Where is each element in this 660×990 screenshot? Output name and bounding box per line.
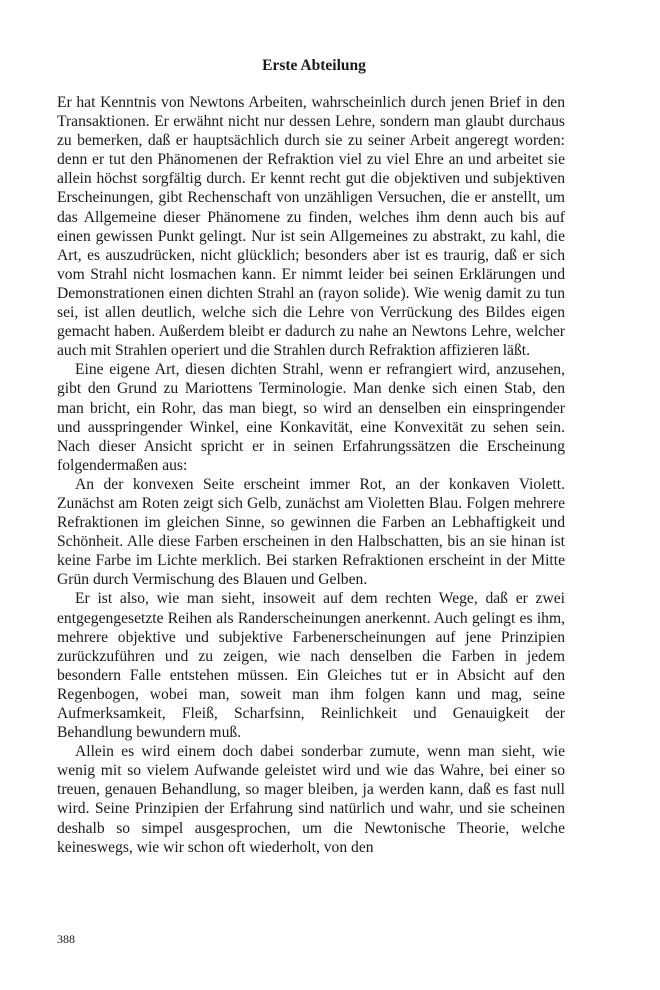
page: [57, 56, 565, 857]
body-text: [57, 93, 565, 857]
paragraph: Er hat Kenntnis von Newtons Arbeiten, wahrscheinlich durch jenen Brief in den Transaktionen. Er erwähnt nicht nur dessen Lehre, sondern man glaubt durchaus zu bemerken, daß er hauptsächlich durch sie zu seiner Arbeit angeregt worden: denn er tut den Phänomenen der Refraktion viel zu viel Ehre an und arbeitet sie allein höchst sorgfältig durch. Er kennt recht gut die objektiven und subjektiven Erscheinungen, gibt Rechenschaft von unzähligen Versuchen, die er anstellt, um das Allgemeine dieser Phänomene zu finden, welches ihm denn auch bis auf einen gewissen Punkt gelingt. Nur ist sein Allgemeines zu abstrakt, zu kahl, die Art, es auszudrücken, nicht glücklich; besonders aber ist es traurig, daß er sich vom Strahl nicht losmachen kann. Er nimmt leider bei seinen Erklärungen und Demonstrationen einen dichten Strahl an (rayon solide). Wie wenig damit zu tun sei, ist allen deutlich, welche sich die Lehre von Verrückung des Bildes eigen gemacht haben. Außerdem bleibt er dadurch zu nahe an Newtons Lehre, welcher auch mit Strahlen operiert und die Strahlen durch Refraktion affizieren läßt.: [57, 94, 565, 360]
running-head: Erste Abteilung: [262, 57, 366, 74]
paragraph: Eine eigene Art, diesen dichten Strahl, wenn er refrangiert wird, anzusehen, gibt den Grund zu Mariottens Terminologie. Man denke sich einen Stab, den man bricht, ein Rohr, das man biegt, so wird an denselben ein einspringender und ausspringender Winkel, eine Konkavität, eine Konvexität zu sehen sein. Nach dieser Ansicht spricht er in seinen Erfahrungssätzen die Erscheinung folgendermaßen aus:: [57, 361, 565, 474]
paragraph: Er ist also, wie man sieht, insoweit auf dem rechten Wege, daß er zwei entgegengesetzte Reihen als Randerscheinungen anerkennt. Auch gelingt es ihm, mehrere objektive und subjektive Farbenerscheinungen auf jene Prinzipien zurückzuführen und zu zeigen, wie nach denselben die Farben in jedem besondern Falle entstehen müssen. Ein Gleiches tut er in Absicht auf den Regenbogen, wobei man, soweit man ihm folgen kann und mag, seine Aufmerksamkeit, Fleiß, Scharfsinn, Reinlichkeit und Genauigkeit der Behandlung bewundern muß.: [57, 590, 565, 742]
paragraph: Allein es wird einem doch dabei sonderbar zumute, wenn man sieht, wie wenig mit so vielem Aufwande geleistet wird und wie das Wahre, bei einer so treuen, genauen Behandlung, so mager bleiben, ja werden kann, daß es fast null wird. Seine Prinzipien der Erfahrung sind natürlich und wahr, und sie scheinen deshalb so simpel ausgesprochen, um die Newtonische Theorie, welche keineswegs, wie wir schon oft wiederholt, von den: [57, 743, 565, 856]
paragraph: An der konvexen Seite erscheint immer Rot, an der konkaven Violett. Zunächst am Roten zeigt sich Gelb, zunächst am Violetten Blau. Folgen mehrere Refraktionen im gleichen Sinne, so gewinnen die Farben an Lebhaftigkeit und Schönheit. Alle diese Farben erscheinen in den Halbschatten, bis an sie hinan ist keine Farbe im Lichte merklich. Bei starken Refraktionen erscheint in der Mitte Grün durch Vermischung des Blauen und Gelben.: [57, 475, 565, 589]
page-number: 388: [57, 932, 75, 946]
